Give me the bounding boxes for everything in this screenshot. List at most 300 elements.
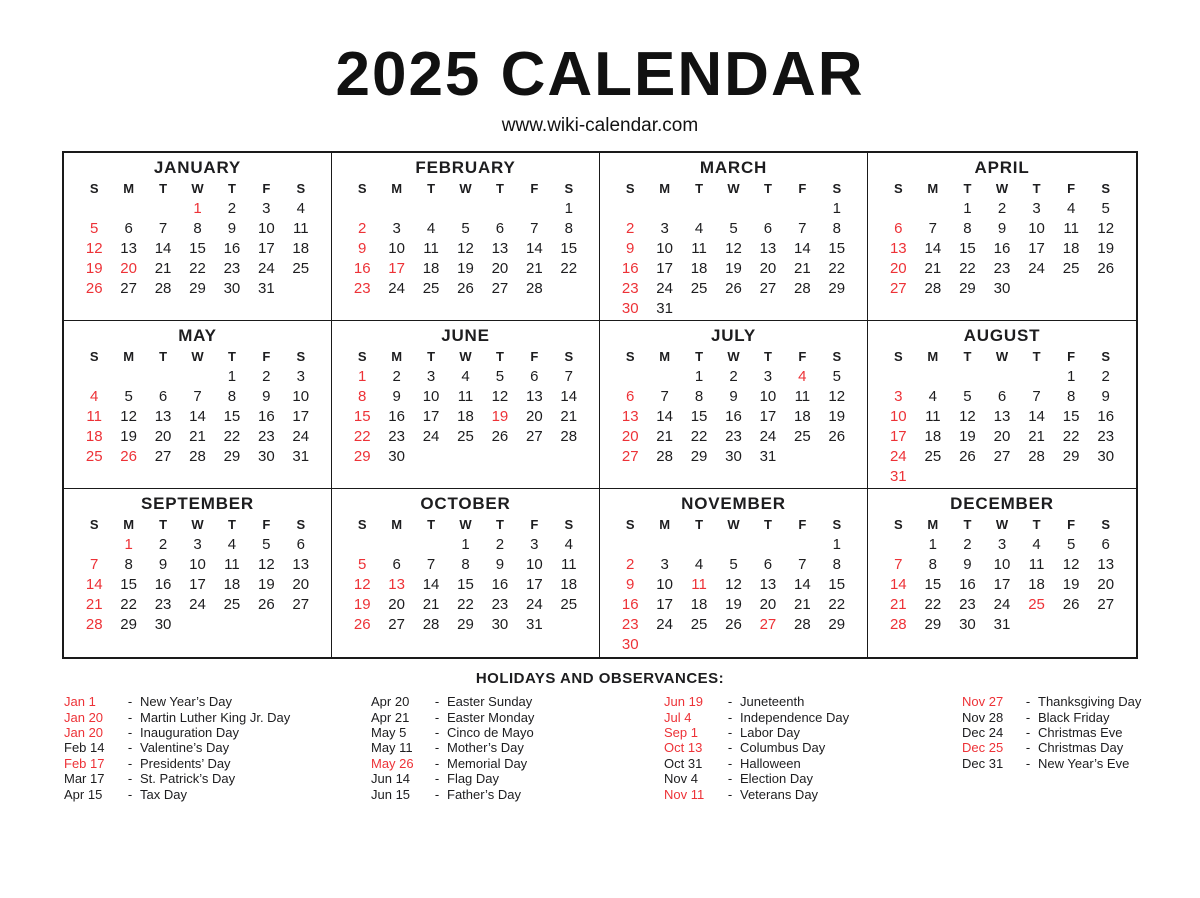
date-cell xyxy=(146,467,180,487)
holiday-date: May 11 xyxy=(371,740,413,756)
weekday-label: F xyxy=(798,181,807,197)
week-row xyxy=(881,467,1123,487)
date-cell: 26 xyxy=(828,428,846,446)
date-cell xyxy=(180,635,214,655)
date-cell: 9 xyxy=(358,240,367,258)
date-cell: 15 xyxy=(353,408,371,426)
date-cell: 12 xyxy=(725,576,742,594)
holiday-column xyxy=(664,694,962,802)
holiday-dash: - xyxy=(127,771,133,787)
holiday-entry xyxy=(664,740,962,755)
date-cell: 26 xyxy=(959,448,976,466)
date-cell: 25 xyxy=(223,596,241,614)
date-cell: 29 xyxy=(828,280,846,298)
date-cell xyxy=(785,447,819,467)
date-cell xyxy=(448,467,482,487)
date-cell xyxy=(916,367,951,387)
date-cell: 9 xyxy=(495,556,505,574)
date-cell xyxy=(552,615,586,635)
date-cell: 18 xyxy=(560,576,578,594)
weekday-label: W xyxy=(727,181,740,197)
date-cell: 7 xyxy=(798,556,807,574)
date-cell: 22 xyxy=(828,596,846,614)
date-cell: 15 xyxy=(189,240,206,258)
holiday-dash: - xyxy=(1025,694,1031,710)
date-cell: 14 xyxy=(656,408,673,426)
week-row xyxy=(881,367,1123,387)
date-cell xyxy=(448,635,482,655)
date-cell: 23 xyxy=(621,280,639,298)
weekday-label: S xyxy=(89,349,99,365)
week-row xyxy=(77,407,318,427)
date-cell xyxy=(985,367,1020,387)
date-cell xyxy=(751,535,785,555)
weekday-label: M xyxy=(123,181,135,197)
date-cell xyxy=(1054,279,1089,299)
holiday-name: Christmas Day xyxy=(1038,740,1124,756)
date-cell: 27 xyxy=(526,428,543,446)
holiday-entry xyxy=(371,725,664,740)
date-cell: 1 xyxy=(358,368,367,386)
date-cell: 18 xyxy=(422,260,440,278)
week-row xyxy=(613,615,854,635)
date-cell xyxy=(613,367,647,387)
date-cell xyxy=(716,635,750,655)
weekday-label: W xyxy=(459,517,472,533)
date-cell: 12 xyxy=(959,408,976,426)
week-row xyxy=(345,635,586,655)
date-cell: 25 xyxy=(422,280,440,298)
date-cell: 8 xyxy=(358,388,367,406)
weekday-header xyxy=(77,180,318,199)
date-cell: 8 xyxy=(963,220,972,238)
date-cell: 23 xyxy=(353,280,371,298)
date-cell: 7 xyxy=(426,556,436,574)
date-cell: 14 xyxy=(1028,408,1045,426)
holiday-dash: - xyxy=(127,786,133,802)
date-cell xyxy=(379,199,413,219)
date-cell: 25 xyxy=(85,448,103,466)
date-cell: 9 xyxy=(227,220,237,238)
holiday-entry xyxy=(64,740,371,755)
date-cell: 12 xyxy=(1062,556,1080,574)
weekday-label: T xyxy=(495,181,504,197)
holiday-dash: - xyxy=(434,755,440,771)
date-cell: 12 xyxy=(725,240,742,258)
week-row xyxy=(881,387,1123,407)
date-cell: 18 xyxy=(794,408,811,426)
weekday-label: T xyxy=(763,181,772,197)
date-cell: 1 xyxy=(1066,368,1076,386)
date-cell: 30 xyxy=(725,448,742,466)
date-cell xyxy=(716,467,750,487)
date-cell xyxy=(1019,367,1054,387)
month-february xyxy=(332,153,600,321)
date-cell xyxy=(379,299,413,319)
date-cell: 18 xyxy=(1062,240,1080,258)
week-row xyxy=(345,615,586,635)
date-cell: 5 xyxy=(832,368,841,386)
date-cell xyxy=(414,635,448,655)
holiday-name: Cinco de Mayo xyxy=(447,724,534,740)
weekday-label: F xyxy=(798,517,807,533)
date-cell xyxy=(379,467,413,487)
date-cell xyxy=(517,467,551,487)
date-cell: 17 xyxy=(759,408,777,426)
weekday-label: M xyxy=(927,181,939,197)
holiday-name: Presidents’ Day xyxy=(140,755,231,771)
date-cell: 12 xyxy=(1097,220,1115,238)
date-cell: 9 xyxy=(1101,388,1110,406)
date-cell: 26 xyxy=(457,280,474,298)
date-cell xyxy=(881,635,916,655)
weekday-label: S xyxy=(296,349,306,365)
date-cell xyxy=(552,467,586,487)
weekday-label: W xyxy=(459,349,472,365)
date-cell: 3 xyxy=(894,388,903,406)
month-november xyxy=(600,489,868,657)
holiday-entry xyxy=(371,787,664,802)
week-row xyxy=(77,219,318,239)
date-cell: 18 xyxy=(223,576,241,594)
date-cell: 28 xyxy=(1028,448,1045,466)
weekday-label: W xyxy=(727,517,740,533)
date-cell: 17 xyxy=(889,428,907,446)
weekday-label: T xyxy=(427,349,436,365)
holiday-name: Columbus Day xyxy=(740,740,826,756)
date-cell xyxy=(77,535,111,555)
date-cell: 16 xyxy=(725,408,742,426)
date-cell xyxy=(950,299,985,319)
date-cell: 11 xyxy=(560,556,577,574)
date-cell: 9 xyxy=(158,556,168,574)
holiday-date: Apr 21 xyxy=(371,709,410,725)
date-cell: 7 xyxy=(894,556,903,574)
week-row xyxy=(613,199,854,219)
page-title: 2025 CALENDAR xyxy=(335,40,865,109)
date-cell xyxy=(916,635,951,655)
holiday-name: Valentine’s Day xyxy=(140,740,230,756)
date-cell: 4 xyxy=(227,536,237,554)
date-cell: 28 xyxy=(656,448,673,466)
date-cell xyxy=(1054,635,1089,655)
date-cell xyxy=(751,199,785,219)
date-cell: 20 xyxy=(759,260,777,278)
holiday-name: St. Patrick’s Day xyxy=(140,771,236,787)
date-cell xyxy=(1019,467,1054,487)
week-row xyxy=(345,427,586,447)
date-cell: 21 xyxy=(794,260,811,278)
date-cell: 28 xyxy=(924,280,942,298)
date-cell: 14 xyxy=(154,240,172,258)
date-cell: 5 xyxy=(495,368,505,386)
week-row xyxy=(77,635,318,655)
holiday-dash: - xyxy=(127,694,133,710)
date-cell xyxy=(379,535,413,555)
date-cell: 25 xyxy=(457,428,474,446)
weekday-label: S xyxy=(832,181,842,197)
holiday-date: Mar 17 xyxy=(64,771,105,787)
holiday-name: Memorial Day xyxy=(447,755,528,771)
date-cell: 21 xyxy=(924,260,942,278)
date-cell: 23 xyxy=(223,260,241,278)
date-cell: 29 xyxy=(959,280,976,298)
date-cell: 15 xyxy=(959,240,976,258)
date-cell xyxy=(249,615,283,635)
date-cell: 28 xyxy=(526,280,543,298)
weekday-label: M xyxy=(927,349,939,365)
date-cell xyxy=(716,299,750,319)
weekday-label: T xyxy=(763,349,772,365)
date-cell: 5 xyxy=(124,388,133,406)
date-cell: 5 xyxy=(262,536,271,554)
holiday-dash: - xyxy=(127,709,133,725)
date-cell: 14 xyxy=(422,576,440,594)
date-cell xyxy=(1019,299,1054,319)
weekday-label: W xyxy=(459,181,472,197)
date-cell: 14 xyxy=(889,576,907,594)
holiday-date: Apr 20 xyxy=(371,694,410,710)
date-cell: 4 xyxy=(1032,536,1041,554)
week-row xyxy=(345,367,586,387)
weekday-header xyxy=(613,180,854,199)
week-row xyxy=(881,427,1123,447)
date-cell xyxy=(1088,299,1123,319)
holiday-date: Jun 15 xyxy=(371,786,411,802)
holiday-date: Jan 1 xyxy=(64,694,96,710)
weekday-header xyxy=(345,348,586,367)
date-cell: 19 xyxy=(828,408,846,426)
date-cell: 2 xyxy=(729,368,738,386)
weekday-label: T xyxy=(695,349,704,365)
holiday-name: New Year’s Eve xyxy=(1038,755,1130,771)
holiday-entry xyxy=(962,740,1200,755)
date-cell: 8 xyxy=(124,556,133,574)
date-cell: 23 xyxy=(1097,428,1115,446)
date-cell: 2 xyxy=(626,556,635,574)
weekday-label: F xyxy=(1067,181,1076,197)
month-title: NOVEMBER xyxy=(681,494,786,514)
weekday-label: F xyxy=(530,517,539,533)
date-cell: 13 xyxy=(759,240,777,258)
date-cell xyxy=(1054,615,1089,635)
month-december xyxy=(868,489,1136,657)
date-cell: 11 xyxy=(457,388,474,406)
date-cell xyxy=(613,199,647,219)
weekday-label: T xyxy=(763,517,772,533)
date-cell: 14 xyxy=(189,408,206,426)
month-title: APRIL xyxy=(974,158,1030,178)
date-cell: 22 xyxy=(959,260,976,278)
date-cell: 30 xyxy=(223,280,241,298)
date-cell: 16 xyxy=(621,596,639,614)
weekday-label: T xyxy=(1032,517,1041,533)
date-cell: 13 xyxy=(993,408,1011,426)
weekday-label: S xyxy=(625,349,635,365)
weekday-header xyxy=(613,348,854,367)
date-cell: 10 xyxy=(189,556,206,574)
holiday-name: Easter Monday xyxy=(447,709,535,725)
week-row xyxy=(345,575,586,595)
date-cell: 13 xyxy=(759,576,777,594)
date-cell: 26 xyxy=(491,428,509,446)
weekday-label: S xyxy=(1101,349,1111,365)
date-cell: 6 xyxy=(495,220,505,238)
date-cell xyxy=(552,299,586,319)
date-cell: 22 xyxy=(189,260,206,278)
date-cell: 26 xyxy=(1062,596,1080,614)
date-cell xyxy=(1088,467,1123,487)
date-cell xyxy=(820,635,854,655)
date-cell: 20 xyxy=(491,260,509,278)
date-cell: 16 xyxy=(353,260,371,278)
date-cell: 27 xyxy=(120,280,137,298)
date-cell xyxy=(647,635,681,655)
week-row xyxy=(77,387,318,407)
date-cell xyxy=(716,199,750,219)
date-cell: 21 xyxy=(794,596,811,614)
date-cell xyxy=(483,467,517,487)
date-cell xyxy=(1088,279,1123,299)
date-cell xyxy=(483,299,517,319)
date-cell: 8 xyxy=(832,220,841,238)
date-cell: 27 xyxy=(759,280,777,298)
holiday-entry xyxy=(962,694,1200,709)
date-cell: 22 xyxy=(560,260,578,278)
date-cell xyxy=(552,279,586,299)
weekday-label: W xyxy=(995,517,1009,533)
date-cell: 19 xyxy=(491,408,509,426)
date-cell: 10 xyxy=(258,220,275,238)
date-cell xyxy=(517,199,551,219)
date-cell: 6 xyxy=(158,388,168,406)
date-cell: 27 xyxy=(1097,596,1115,614)
weekday-label: S xyxy=(296,517,306,533)
month-august xyxy=(868,321,1136,489)
holiday-name: Halloween xyxy=(740,755,801,771)
date-cell: 27 xyxy=(292,596,310,614)
date-cell xyxy=(284,299,318,319)
holiday-entry xyxy=(664,710,962,725)
holiday-entry xyxy=(664,756,962,771)
holiday-entry xyxy=(64,787,371,802)
date-cell: 19 xyxy=(725,260,742,278)
date-cell: 1 xyxy=(832,536,841,554)
date-cell: 15 xyxy=(828,240,846,258)
date-cell: 1 xyxy=(928,536,938,554)
holiday-entry xyxy=(962,710,1200,725)
date-cell: 29 xyxy=(353,448,371,466)
week-row xyxy=(345,467,586,487)
date-cell: 7 xyxy=(158,220,168,238)
date-cell xyxy=(483,447,517,467)
date-cell: 31 xyxy=(993,616,1011,634)
date-cell: 30 xyxy=(993,280,1011,298)
date-cell: 12 xyxy=(120,408,137,426)
date-cell: 2 xyxy=(158,536,168,554)
week-row xyxy=(77,555,318,575)
holiday-date: Jun 19 xyxy=(664,694,704,710)
date-cell xyxy=(716,535,750,555)
date-cell xyxy=(881,199,916,219)
week-row xyxy=(881,259,1123,279)
date-cell: 28 xyxy=(794,280,811,298)
week-row xyxy=(881,535,1123,555)
date-cell: 18 xyxy=(924,428,942,446)
date-cell: 23 xyxy=(388,428,405,446)
date-cell: 13 xyxy=(154,408,172,426)
date-cell: 25 xyxy=(690,280,708,298)
date-cell: 16 xyxy=(258,408,275,426)
date-cell: 26 xyxy=(85,280,103,298)
date-cell: 7 xyxy=(928,220,938,238)
weekday-label: T xyxy=(227,349,236,365)
holiday-dash: - xyxy=(1025,755,1031,771)
date-cell: 15 xyxy=(1062,408,1080,426)
date-cell: 24 xyxy=(759,428,777,446)
date-cell: 24 xyxy=(889,448,907,466)
holiday-date: Nov 27 xyxy=(962,694,1004,710)
date-cell: 19 xyxy=(353,596,371,614)
date-cell xyxy=(77,367,111,387)
date-cell: 11 xyxy=(794,388,811,406)
date-cell: 14 xyxy=(794,240,811,258)
holiday-name: Easter Sunday xyxy=(447,694,533,710)
date-cell xyxy=(448,299,482,319)
date-cell xyxy=(613,467,647,487)
date-cell: 11 xyxy=(1028,556,1045,574)
date-cell: 3 xyxy=(763,368,773,386)
week-row xyxy=(345,299,586,319)
weekday-label: F xyxy=(1067,517,1076,533)
date-cell: 29 xyxy=(828,616,846,634)
date-cell: 14 xyxy=(794,576,811,594)
holiday-entry xyxy=(371,710,664,725)
weekday-label: F xyxy=(262,349,271,365)
weekday-label: F xyxy=(262,181,271,197)
date-cell xyxy=(345,535,379,555)
week-row xyxy=(345,387,586,407)
date-cell: 8 xyxy=(1066,388,1076,406)
date-cell: 19 xyxy=(120,428,137,446)
date-cell: 22 xyxy=(828,260,846,278)
date-cell: 9 xyxy=(963,556,972,574)
date-cell: 23 xyxy=(725,428,742,446)
date-cell: 30 xyxy=(258,448,275,466)
date-cell xyxy=(916,467,951,487)
date-cell xyxy=(448,199,482,219)
date-cell: 20 xyxy=(292,576,310,594)
weekday-label: T xyxy=(227,517,236,533)
date-cell: 18 xyxy=(690,596,708,614)
date-cell: 1 xyxy=(963,200,972,218)
weekday-label: M xyxy=(927,517,939,533)
weekday-header xyxy=(613,516,854,535)
date-cell: 6 xyxy=(392,556,401,574)
date-cell: 18 xyxy=(1028,576,1045,594)
date-cell: 27 xyxy=(154,448,172,466)
date-cell: 31 xyxy=(258,280,275,298)
weekday-header xyxy=(881,180,1123,199)
date-cell xyxy=(249,635,283,655)
date-cell: 21 xyxy=(422,596,440,614)
date-cell xyxy=(682,199,716,219)
date-cell: 14 xyxy=(924,240,942,258)
holiday-column xyxy=(64,694,371,802)
date-cell: 15 xyxy=(457,576,474,594)
date-cell xyxy=(414,467,448,487)
date-cell xyxy=(77,467,111,487)
